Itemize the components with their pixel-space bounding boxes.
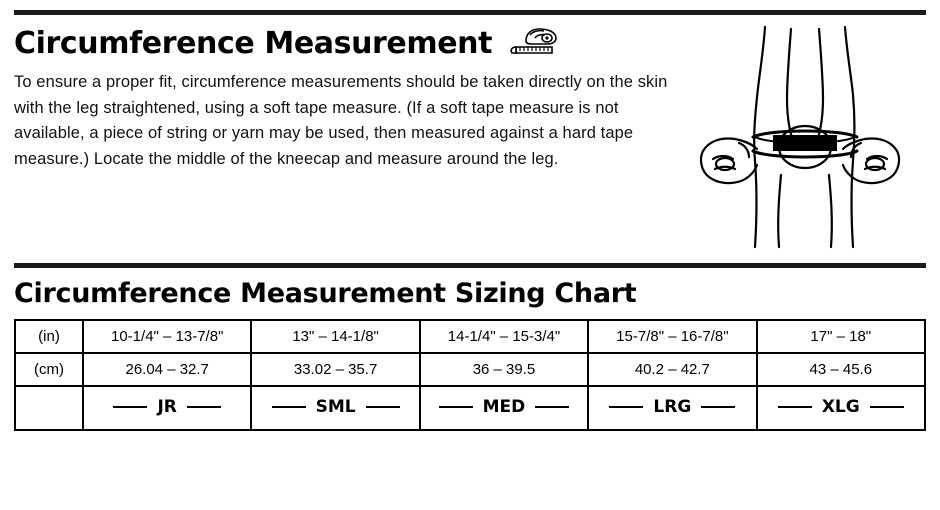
illustration-column [674, 23, 926, 255]
size-label: XLG [821, 397, 860, 417]
dash-right-icon [701, 406, 735, 408]
tape-measure-icon [506, 25, 564, 66]
size-cell [588, 386, 756, 430]
size-label: LRG [653, 397, 692, 417]
dash-right-icon [366, 406, 400, 408]
size-label-wrapper [254, 397, 416, 417]
table-cell: 10-1/4" – 13-7/8" [83, 320, 251, 353]
sizing-chart-title: Circumference Measurement Sizing Chart [14, 278, 637, 309]
dash-right-icon [870, 406, 904, 408]
size-label-wrapper [760, 397, 922, 417]
table-cell: 26.04 – 32.7 [83, 353, 251, 386]
size-label-wrapper [423, 397, 585, 417]
size-label-wrapper [86, 397, 248, 417]
table-cell: 13" – 14-1/8" [251, 320, 419, 353]
table-cell: 36 – 39.5 [420, 353, 588, 386]
heading-row [14, 23, 674, 66]
table-cell: 33.02 – 35.7 [251, 353, 419, 386]
dash-left-icon [272, 406, 306, 408]
unit-label-centimeters: (cm) [15, 353, 83, 386]
sizing-chart-document [0, 10, 940, 510]
table-row [15, 353, 925, 386]
size-label: SML [315, 397, 356, 417]
size-cell [757, 386, 925, 430]
table-cell: 17" – 18" [757, 320, 925, 353]
dash-left-icon [609, 406, 643, 408]
table-row [15, 320, 925, 353]
table-cell: 43 – 45.6 [757, 353, 925, 386]
table-cell: 14-1/4" – 15-3/4" [420, 320, 588, 353]
size-label: MED [482, 397, 526, 417]
divider-middle [14, 263, 926, 268]
dash-right-icon [535, 406, 569, 408]
table-cell: 40.2 – 42.7 [588, 353, 756, 386]
instructions-text: To ensure a proper fit, circumference measurements should be taken directly on the skin with the leg straightened, using a soft tape measure. (If a soft tape measure is not available, a piece of string or yarn may be used, then measured against a hard tape measure.) Locate the middle of the kneecap and measure around the leg. [14, 73, 668, 168]
unit-label-inches: (in) [15, 320, 83, 353]
circumference-measurement-section [0, 15, 940, 255]
page-title: Circumference Measurement [14, 26, 493, 61]
size-label: JR [157, 397, 177, 417]
table-row-sizes [15, 386, 925, 430]
table-cell: 15-7/8" – 16-7/8" [588, 320, 756, 353]
knee-measurement-illustration [695, 25, 905, 255]
size-label-wrapper [591, 397, 753, 417]
dash-right-icon [187, 406, 221, 408]
sizing-table [14, 319, 926, 431]
size-cell [251, 386, 419, 430]
instructions-column [14, 23, 674, 172]
dash-left-icon [439, 406, 473, 408]
dash-left-icon [778, 406, 812, 408]
blank-cell [15, 386, 83, 430]
size-cell [420, 386, 588, 430]
dash-left-icon [113, 406, 147, 408]
size-cell [83, 386, 251, 430]
